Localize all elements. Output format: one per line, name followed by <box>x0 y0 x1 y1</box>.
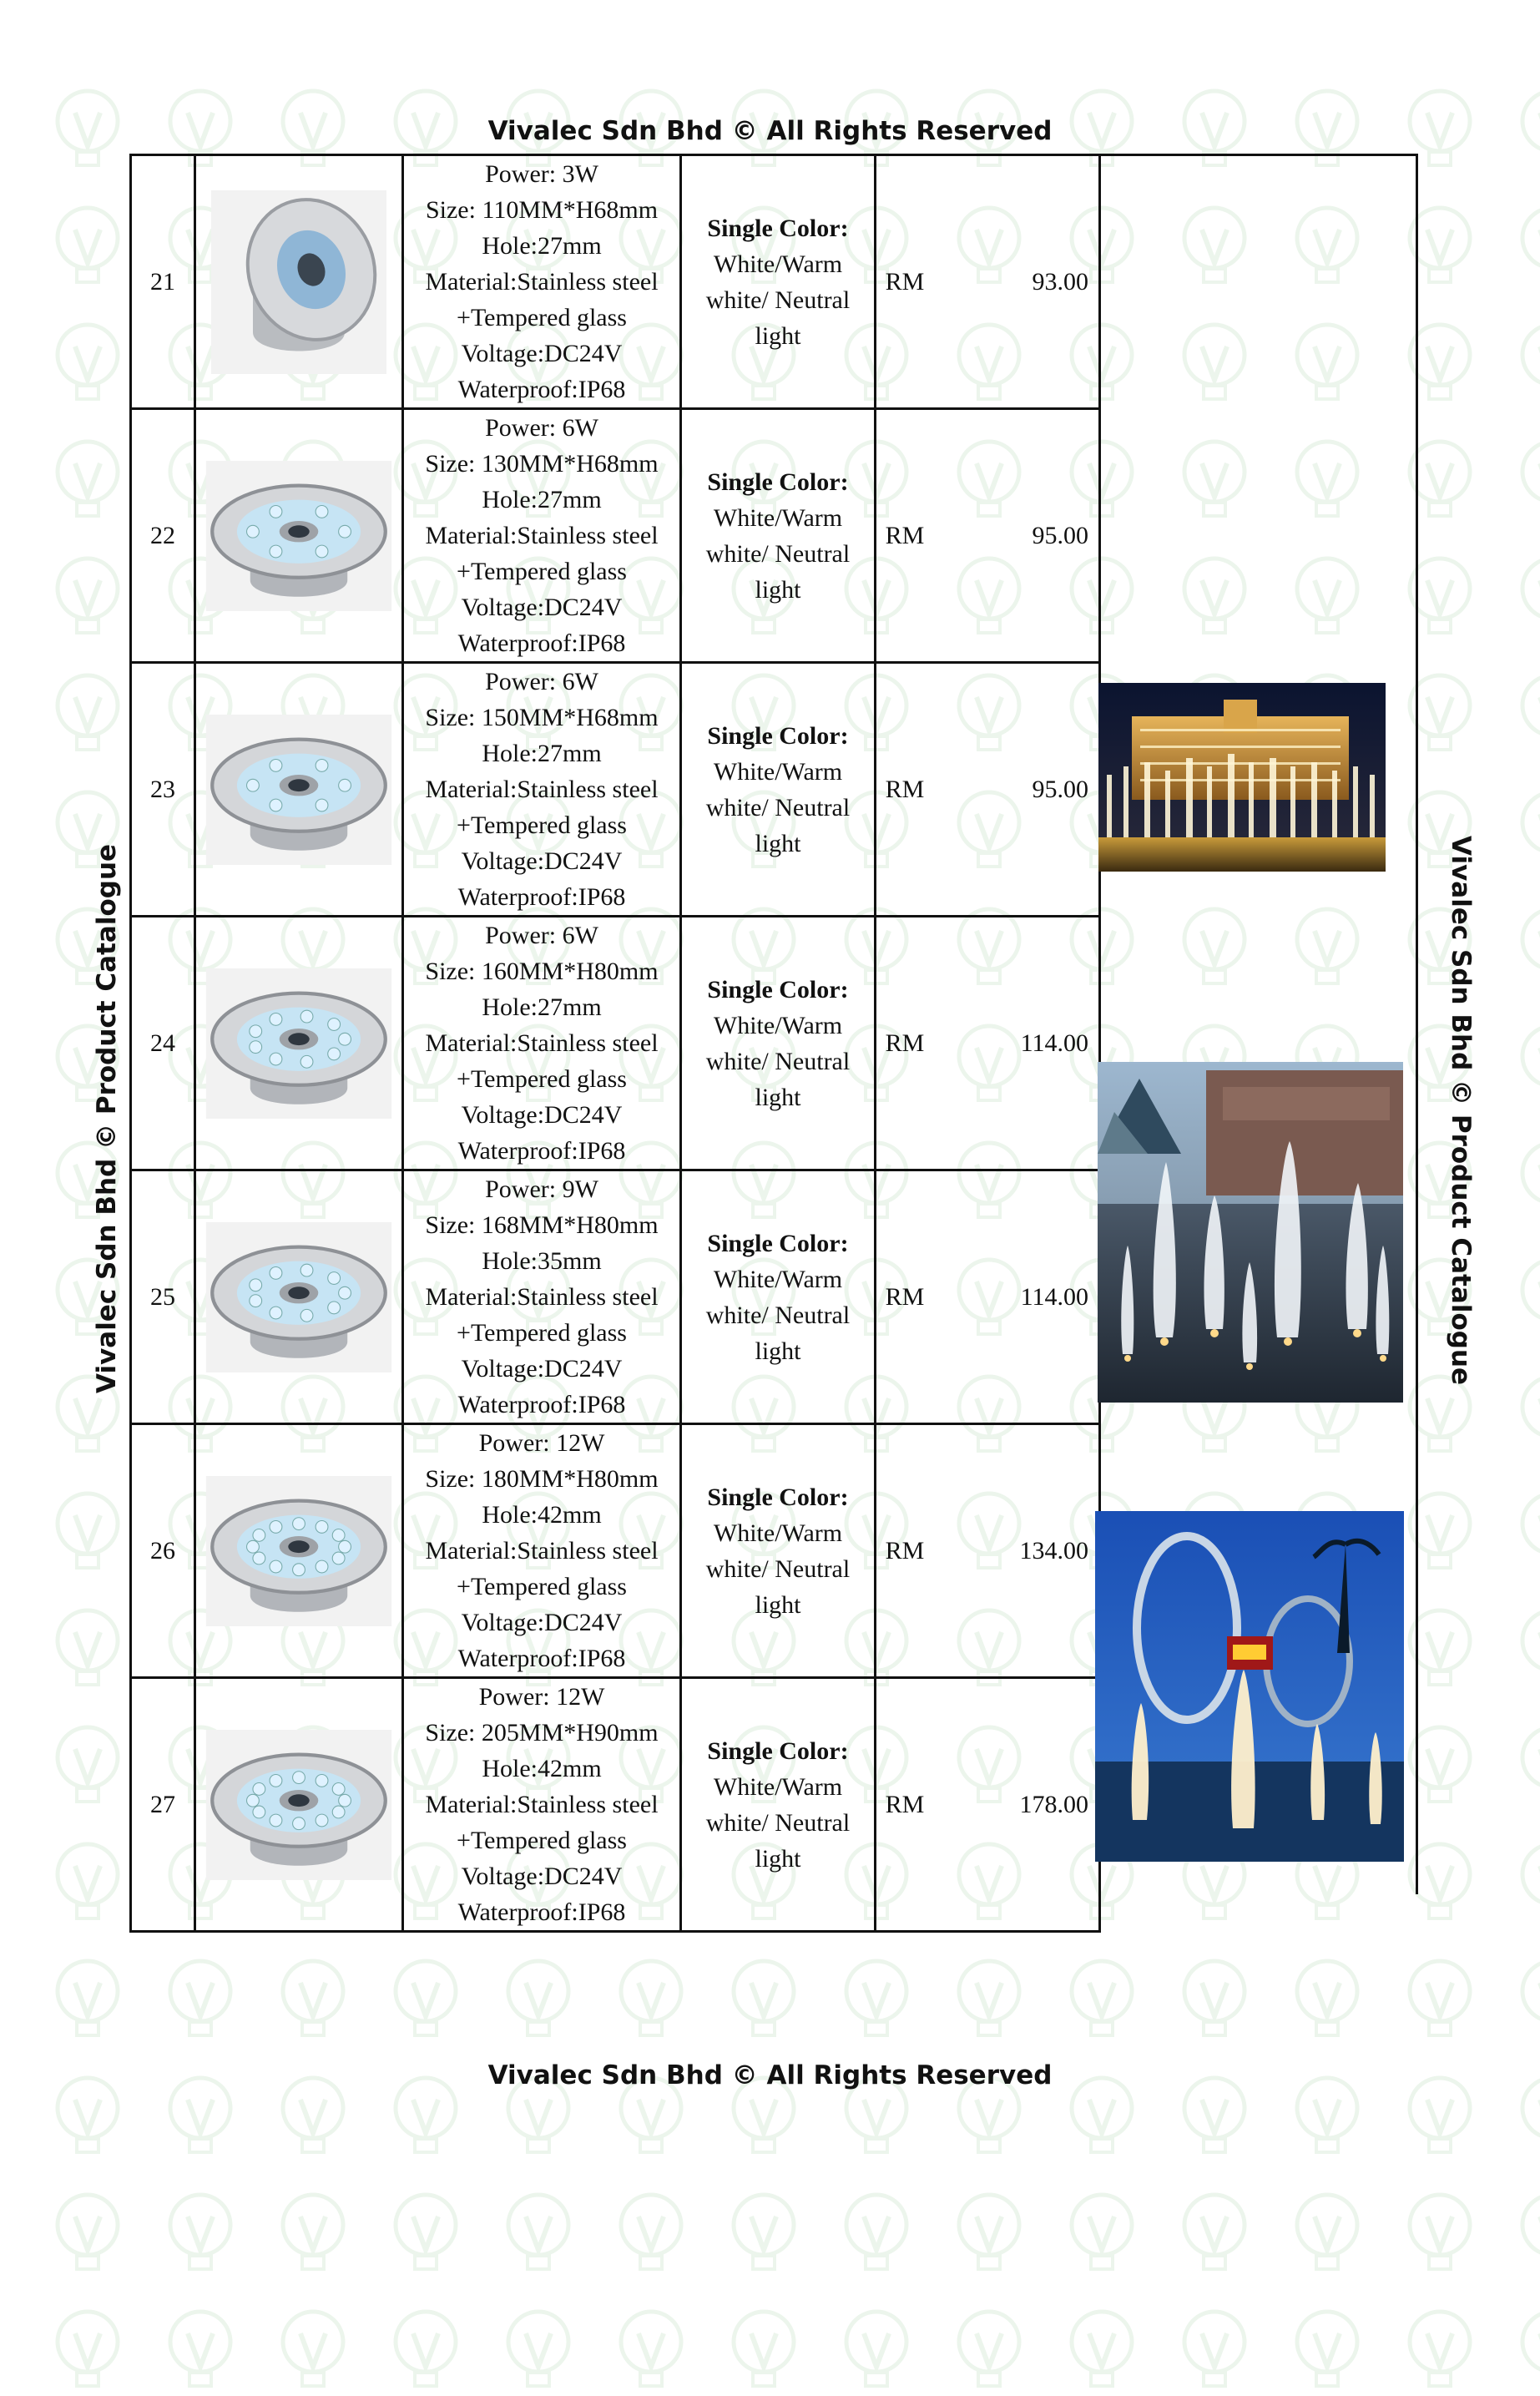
spec-size: Size: 150MM*H68mm <box>425 704 659 731</box>
item-number: 21 <box>131 155 195 409</box>
spec-power: Power: 6W <box>485 922 598 949</box>
product-row <box>131 155 1100 409</box>
spec-power: Power: 9W <box>485 1175 598 1203</box>
color-title: Single Color: <box>707 975 849 1003</box>
spec-hole: Hole:27mm <box>482 486 602 513</box>
product-image <box>195 409 403 663</box>
color-line-1: White/Warm <box>713 1011 843 1039</box>
product-row <box>131 1170 1100 1424</box>
spec-waterproof: Waterproof:IP68 <box>457 1645 626 1672</box>
spec-size: Size: 160MM*H80mm <box>425 958 659 985</box>
left-side-caption: Vivalec Sdn Bhd © Product Catalogue <box>92 843 122 1394</box>
spec-hole: Hole:27mm <box>482 232 602 260</box>
price: 114.00 <box>933 917 1100 1170</box>
color-line-1: White/Warm <box>713 1519 843 1547</box>
spec-power: Power: 12W <box>478 1429 605 1457</box>
product-row <box>131 663 1100 917</box>
spec-material: Material:Stainless steel <box>425 268 659 296</box>
color-title: Single Color: <box>707 1229 849 1257</box>
color-line-1: White/Warm <box>713 250 843 278</box>
fountain-plaza-photo <box>1098 1062 1403 1403</box>
spec-material: Material:Stainless steel <box>425 1029 659 1057</box>
color-line-3: light <box>755 575 801 604</box>
spec-size: Size: 168MM*H80mm <box>425 1211 659 1239</box>
spec-hole: Hole:35mm <box>482 1247 602 1275</box>
product-row <box>131 1424 1100 1678</box>
product-color <box>681 1678 876 1932</box>
underwater-fountain-light-icon <box>203 968 395 1119</box>
color-line-1: White/Warm <box>713 1772 843 1801</box>
color-line-2: white/ Neutral <box>705 1808 851 1837</box>
product-row <box>131 917 1100 1170</box>
underwater-fountain-light-icon <box>203 461 395 611</box>
spec-voltage: Voltage:DC24V <box>461 594 623 621</box>
spec-power: Power: 3W <box>485 160 598 188</box>
currency: RM <box>876 1424 934 1678</box>
spec-voltage: Voltage:DC24V <box>461 1863 623 1890</box>
product-color <box>681 917 876 1170</box>
spec-material-glass: +Tempered glass <box>457 1065 627 1093</box>
spec-waterproof: Waterproof:IP68 <box>457 883 626 911</box>
spec-power: Power: 12W <box>478 1683 605 1711</box>
currency: RM <box>876 1678 934 1932</box>
product-image <box>195 1170 403 1424</box>
item-number: 23 <box>131 663 195 917</box>
spec-material-glass: +Tempered glass <box>457 558 627 585</box>
product-image <box>195 1424 403 1678</box>
product-specs <box>403 917 681 1170</box>
currency: RM <box>876 155 934 409</box>
item-number: 24 <box>131 917 195 1170</box>
spec-material-glass: +Tempered glass <box>457 1319 627 1347</box>
spec-waterproof: Waterproof:IP68 <box>457 1391 626 1418</box>
product-image <box>195 1678 403 1932</box>
spec-hole: Hole:27mm <box>482 740 602 767</box>
product-specs <box>403 1170 681 1424</box>
spec-size: Size: 110MM*H68mm <box>425 196 659 224</box>
product-color <box>681 663 876 917</box>
price: 114.00 <box>933 1170 1100 1424</box>
underwater-fountain-light-icon <box>203 1730 395 1880</box>
color-line-2: white/ Neutral <box>705 286 851 314</box>
product-color <box>681 1170 876 1424</box>
spec-size: Size: 130MM*H68mm <box>425 450 659 478</box>
underwater-fountain-light-icon <box>203 715 395 865</box>
product-row <box>131 1678 1100 1932</box>
header-copyright: Vivalec Sdn Bhd © All Rights Reserved <box>487 116 1053 146</box>
spec-material-glass: +Tempered glass <box>457 1827 627 1854</box>
color-line-1: White/Warm <box>713 757 843 786</box>
spec-hole: Hole:27mm <box>482 993 602 1021</box>
product-specs <box>403 663 681 917</box>
spec-material: Material:Stainless steel <box>425 776 659 803</box>
spec-waterproof: Waterproof:IP68 <box>457 1898 626 1926</box>
currency: RM <box>876 409 934 663</box>
underwater-fountain-light-icon <box>203 1476 395 1626</box>
product-image <box>195 917 403 1170</box>
underwater-fountain-light-icon <box>203 1222 395 1372</box>
product-specs <box>403 1424 681 1678</box>
spec-voltage: Voltage:DC24V <box>461 1101 623 1129</box>
spec-power: Power: 6W <box>485 414 598 442</box>
spec-voltage: Voltage:DC24V <box>461 340 623 367</box>
price: 178.00 <box>933 1678 1100 1932</box>
spec-material-glass: +Tempered glass <box>457 811 627 839</box>
color-line-2: white/ Neutral <box>705 1047 851 1075</box>
color-title: Single Color: <box>707 1736 849 1765</box>
product-specs <box>403 155 681 409</box>
color-title: Single Color: <box>707 214 849 242</box>
spec-hole: Hole:42mm <box>482 1755 602 1782</box>
color-line-3: light <box>755 829 801 857</box>
spec-waterproof: Waterproof:IP68 <box>457 629 626 657</box>
right-side-caption: Vivalec Sdn Bhd © Product Catalogue <box>1446 835 1476 1386</box>
product-row <box>131 409 1100 663</box>
color-line-3: light <box>755 1337 801 1365</box>
color-title: Single Color: <box>707 468 849 496</box>
product-specs <box>403 1678 681 1932</box>
product-specs <box>403 409 681 663</box>
product-image <box>195 663 403 917</box>
underwater-fountain-light-icon <box>211 190 386 374</box>
currency: RM <box>876 1170 934 1424</box>
color-line-1: White/Warm <box>713 1265 843 1293</box>
spec-size: Size: 205MM*H90mm <box>425 1719 659 1746</box>
color-line-1: White/Warm <box>713 503 843 532</box>
currency: RM <box>876 917 934 1170</box>
spec-hole: Hole:42mm <box>482 1501 602 1529</box>
color-line-2: white/ Neutral <box>705 793 851 821</box>
color-title: Single Color: <box>707 1483 849 1511</box>
fountain-sculpture-photo <box>1095 1511 1404 1862</box>
color-line-3: light <box>755 321 801 350</box>
product-color <box>681 1424 876 1678</box>
price: 95.00 <box>933 409 1100 663</box>
item-number: 26 <box>131 1424 195 1678</box>
spec-voltage: Voltage:DC24V <box>461 847 623 875</box>
spec-size: Size: 180MM*H80mm <box>425 1465 659 1493</box>
spec-power: Power: 6W <box>485 668 598 695</box>
spec-material: Material:Stainless steel <box>425 522 659 549</box>
spec-voltage: Voltage:DC24V <box>461 1609 623 1636</box>
spec-voltage: Voltage:DC24V <box>461 1355 623 1383</box>
currency: RM <box>876 663 934 917</box>
item-number: 22 <box>131 409 195 663</box>
product-color <box>681 409 876 663</box>
spec-material: Material:Stainless steel <box>425 1283 659 1311</box>
price: 93.00 <box>933 155 1100 409</box>
color-line-2: white/ Neutral <box>705 1554 851 1583</box>
footer-copyright: Vivalec Sdn Bhd © All Rights Reserved <box>487 2060 1053 2090</box>
product-color <box>681 155 876 409</box>
color-line-3: light <box>755 1844 801 1873</box>
spec-waterproof: Waterproof:IP68 <box>457 1137 626 1165</box>
item-number: 27 <box>131 1678 195 1932</box>
fountain-night-hotel-photo <box>1098 683 1386 872</box>
item-number: 25 <box>131 1170 195 1424</box>
product-image <box>195 155 403 409</box>
color-line-3: light <box>755 1590 801 1619</box>
spec-material: Material:Stainless steel <box>425 1791 659 1818</box>
color-line-3: light <box>755 1083 801 1111</box>
price: 95.00 <box>933 663 1100 917</box>
color-line-2: white/ Neutral <box>705 539 851 568</box>
spec-material-glass: +Tempered glass <box>457 304 627 331</box>
price: 134.00 <box>933 1424 1100 1678</box>
spec-waterproof: Waterproof:IP68 <box>457 376 626 403</box>
product-table <box>129 154 1101 1933</box>
color-line-2: white/ Neutral <box>705 1301 851 1329</box>
color-title: Single Color: <box>707 721 849 750</box>
spec-material: Material:Stainless steel <box>425 1537 659 1564</box>
spec-material-glass: +Tempered glass <box>457 1573 627 1600</box>
